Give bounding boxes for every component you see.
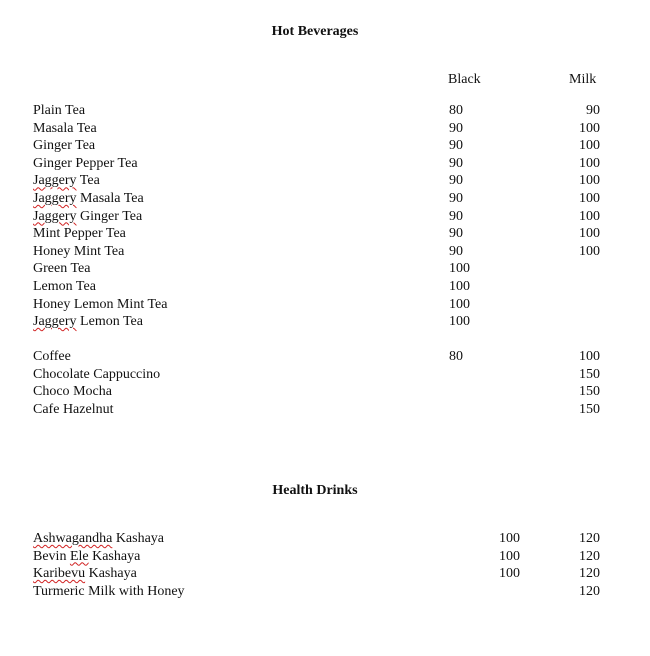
menu-row bbox=[33, 313, 613, 331]
item-name: Mint Pepper Tea bbox=[33, 226, 126, 242]
menu-row bbox=[33, 348, 613, 366]
item-name: Honey Lemon Mint Tea bbox=[33, 296, 168, 312]
item-name: Ginger Tea bbox=[33, 138, 96, 154]
black-price: 100 bbox=[449, 314, 470, 330]
black-price: 90 bbox=[449, 173, 463, 189]
milk-price: 120 bbox=[579, 548, 600, 564]
milk-price: 100 bbox=[579, 208, 600, 224]
black-price: 90 bbox=[449, 138, 463, 154]
hot-beverages-heading: Hot Beverages bbox=[271, 24, 359, 39]
milk-price: 90 bbox=[586, 103, 600, 118]
black-price: 90 bbox=[449, 226, 463, 242]
item-name: Choco Mocha bbox=[33, 384, 112, 400]
item-name: Honey Mint Tea bbox=[33, 243, 125, 259]
item-name: Green Tea bbox=[33, 261, 91, 277]
milk-price: 100 bbox=[579, 349, 600, 364]
menu-row bbox=[33, 530, 613, 548]
milk-price: 100 bbox=[579, 155, 600, 171]
milk-price: 100 bbox=[579, 138, 600, 154]
item-name: Jaggery Masala Tea bbox=[33, 191, 144, 206]
milk-price: 120 bbox=[579, 566, 600, 582]
black-price: 100 bbox=[499, 566, 520, 582]
black-price: 90 bbox=[449, 208, 463, 224]
milk-price: 120 bbox=[579, 583, 600, 599]
menu-row bbox=[33, 137, 613, 155]
menu-row bbox=[33, 102, 613, 120]
item-name: Plain Tea bbox=[33, 103, 86, 118]
menu-row bbox=[33, 120, 613, 138]
col-header-black: Black bbox=[448, 72, 481, 87]
milk-price: 100 bbox=[579, 243, 600, 259]
milk-price: 100 bbox=[579, 191, 600, 206]
menu-row bbox=[33, 190, 613, 208]
menu-row bbox=[33, 208, 613, 226]
menu-row bbox=[33, 401, 613, 419]
menu-row bbox=[33, 583, 613, 601]
black-price: 80 bbox=[449, 103, 463, 118]
item-name: Lemon Tea bbox=[33, 279, 96, 294]
col-header-milk: Milk bbox=[569, 72, 597, 87]
item-name: Chocolate Cappuccino bbox=[33, 366, 161, 382]
menu-row bbox=[33, 172, 613, 190]
milk-price: 120 bbox=[579, 531, 600, 546]
black-price: 100 bbox=[449, 261, 470, 277]
menu-row bbox=[33, 366, 613, 384]
item-name: Masala Tea bbox=[33, 120, 97, 136]
black-price: 100 bbox=[449, 279, 470, 294]
black-price: 100 bbox=[499, 531, 520, 546]
item-name: Karibevu Kashaya bbox=[33, 566, 137, 582]
milk-price: 150 bbox=[579, 384, 600, 400]
menu-row bbox=[33, 565, 613, 583]
item-name: Jaggery Tea bbox=[33, 173, 100, 189]
item-name: Turmeric Milk with Honey bbox=[33, 583, 185, 599]
milk-price: 100 bbox=[579, 226, 600, 242]
menu-row bbox=[33, 225, 613, 243]
milk-price: 100 bbox=[579, 120, 600, 136]
item-name: Coffee bbox=[33, 349, 71, 364]
menu-row bbox=[33, 296, 613, 314]
item-name: Ginger Pepper Tea bbox=[33, 155, 138, 171]
menu-row bbox=[33, 278, 613, 296]
menu-row bbox=[33, 243, 613, 261]
milk-price: 100 bbox=[579, 173, 600, 189]
item-name: Cafe Hazelnut bbox=[33, 401, 114, 417]
menu-row bbox=[33, 155, 613, 173]
menu-row bbox=[33, 260, 613, 278]
black-price: 90 bbox=[449, 155, 463, 171]
item-name: Jaggery Lemon Tea bbox=[33, 314, 143, 330]
item-name: Ashwagandha Kashaya bbox=[33, 531, 165, 546]
black-price: 90 bbox=[449, 191, 463, 206]
menu-row bbox=[33, 548, 613, 566]
milk-price: 150 bbox=[579, 366, 600, 382]
item-name: Bevin Ele Kashaya bbox=[33, 548, 141, 564]
milk-price: 150 bbox=[579, 401, 600, 417]
black-price: 100 bbox=[449, 296, 470, 312]
item-name: Jaggery Ginger Tea bbox=[33, 208, 143, 224]
black-price: 100 bbox=[499, 548, 520, 564]
black-price: 90 bbox=[449, 243, 463, 259]
menu-row bbox=[33, 383, 613, 401]
black-price: 90 bbox=[449, 120, 463, 136]
health-drinks-heading: Health Drinks bbox=[272, 483, 358, 498]
black-price: 80 bbox=[449, 349, 463, 364]
